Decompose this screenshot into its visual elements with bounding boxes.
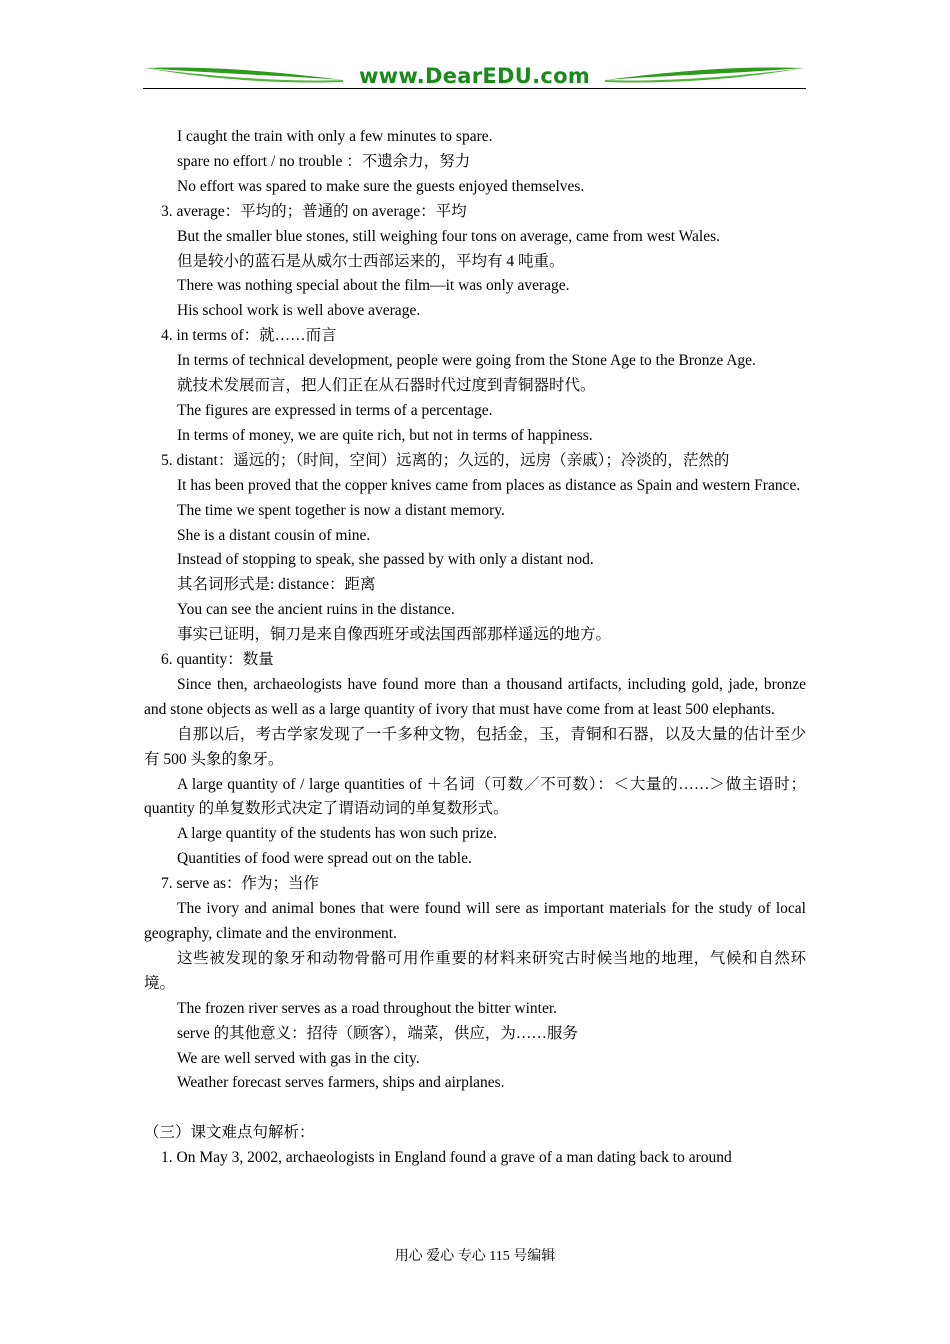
text-line: But the smaller blue stones, still weighing four tons on average, came from west Wales.: [177, 227, 720, 245]
text-paragraph: The ivory and animal bones that were found will sere as important materials for the study of local geography, climate and the environment.: [144, 900, 806, 942]
text-line: There was nothing special about the film—it was only average.: [177, 277, 570, 295]
text-line: Instead of stopping to speak, she passed by with only a distant nod.: [177, 551, 594, 569]
text-paragraph: A large quantity of / large quantities of ＋名词（可数／不可数）：＜大量的……＞做主语时；quantity 的单复数形式决定了谓语动词的单复数形式。: [144, 775, 806, 818]
text-line: In terms of money, we are quite rich, but not in terms of happiness.: [177, 426, 593, 444]
text-line: You can see the ancient ruins in the distance.: [177, 601, 455, 619]
text-line: Weather forecast serves farmers, ships and airplanes.: [177, 1074, 505, 1092]
text-line: The frozen river serves as a road throughout the bitter winter.: [177, 999, 558, 1017]
section-heading: （三）课文难点句解析：: [144, 1124, 315, 1142]
text-line: 就技术发展而言，把人们正在从石器时代过度到青铜器时代。: [177, 377, 596, 395]
text-line: We are well served with gas in the city.: [177, 1049, 420, 1067]
text-line: His school work is well above average.: [177, 302, 421, 320]
text-line: She is a distant cousin of mine.: [177, 526, 371, 544]
text-line: 但是较小的蓝石是从威尔士西部运来的，平均有 4 吨重。: [177, 252, 565, 270]
text-line: In terms of technical development, people were going from the Stone Age to the Bronze Age.: [177, 352, 756, 370]
text-line: The figures are expressed in terms of a percentage.: [177, 401, 493, 419]
text-line: serve 的其他意义：招待（顾客），端菜，供应，为……服务: [177, 1024, 578, 1042]
text-line: spare no effort / no trouble ：不遗余力，努力: [177, 152, 471, 170]
text-line: 其名词形式是: distance：距离: [177, 576, 376, 594]
text-line: The time we spent together is now a distant memory.: [177, 501, 505, 519]
page-footer: 用心 爱心 专心 115 号编辑: [394, 1249, 556, 1264]
text-paragraph: It has been proved that the copper knives came from places as distance as Spain and western France.: [177, 476, 801, 494]
text-paragraph: Since then, archaeologists have found more than a thousand artifacts, including gold, jade, bronze and stone objects as well as a large quantity of ivory that must have come from at least 500 elephants.: [144, 675, 806, 718]
item-heading: 5. distant：遥远的；（时间，空间）远离的；久远的，远房（亲戚）；冷淡的，茫然的: [161, 451, 730, 469]
text-line: I caught the train with only a few minutes to spare.: [177, 128, 493, 145]
item-heading: 6. quantity：数量: [161, 651, 274, 669]
spacer: [144, 1096, 806, 1121]
site-logo-text: www.DearEDU.com: [358, 64, 591, 88]
item-heading: 7. serve as：作为；当作: [161, 875, 319, 893]
header-rule: [143, 88, 806, 89]
text-paragraph: 这些被发现的象牙和动物骨骼可用作重要的材料来研究古时候当地的地理，气候和自然环境。: [144, 949, 806, 992]
text-line: Quantities of food were spread out on the table.: [177, 850, 472, 868]
item-heading: 3. average：平均的；普通的 on average：平均: [161, 202, 467, 220]
document-body: [144, 125, 806, 1171]
text-line: No effort was spared to make sure the guests enjoyed themselves.: [177, 177, 585, 195]
text-paragraph: 自那以后，考古学家发现了一千多种文物，包括金，玉，青铜和石器，以及大量的估计至少有 500 头象的象牙。: [144, 725, 806, 768]
item-heading: 1. On May 3, 2002, archaeologists in England found a grave of a man dating back to around: [161, 1149, 732, 1167]
text-line: 事实已证明，铜刀是来自像西班牙或法国西部那样遥远的地方。: [177, 626, 612, 644]
item-heading: 4. in terms of：就……而言: [161, 327, 337, 345]
text-line: A large quantity of the students has won such prize.: [177, 825, 497, 843]
